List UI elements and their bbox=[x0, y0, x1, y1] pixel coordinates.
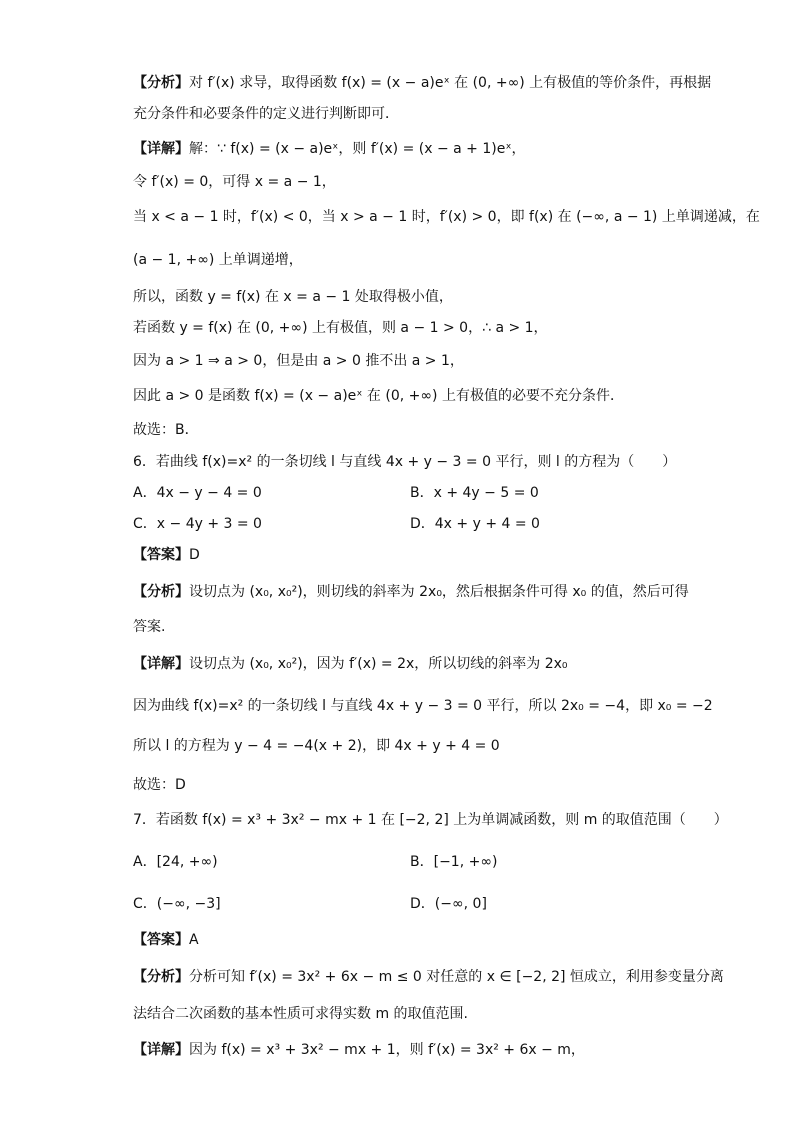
analysis-text: 设切点为 (x₀, x₀²)，则切线的斜率为 2x₀，然后根据条件可得 x₀ 的值，然后可得 bbox=[189, 584, 689, 600]
q7-detail-line1 bbox=[133, 1040, 673, 1060]
q7-option-c: C．(−∞, −3] bbox=[133, 896, 221, 912]
q6-option-b: B．x + 4y − 5 = 0 bbox=[410, 485, 539, 501]
q5-detail-line1 bbox=[133, 139, 673, 159]
q7-option-a: A．[24, +∞) bbox=[133, 854, 218, 870]
analysis-tag: 【分析】 bbox=[133, 584, 189, 600]
detail-tag: 【详解】 bbox=[133, 656, 189, 672]
q7-answer bbox=[133, 930, 673, 950]
q6-detail-line3: 所以 l 的方程为 y − 4 = −4(x + 2)，即 4x + y + 4 = 0 bbox=[133, 738, 500, 754]
q5-analysis-line1 bbox=[133, 73, 712, 93]
q6-detail-line1 bbox=[133, 654, 673, 674]
answer-value: D bbox=[189, 547, 200, 563]
q7-stem: 7．若函数 f(x) = x³ + 3x² − mx + 1 在 [−2, 2] 上为单调减函数，则 m 的取值范围（ ） bbox=[133, 812, 728, 828]
answer-tag: 【答案】 bbox=[133, 932, 189, 948]
q7-option-b: B．[−1, +∞) bbox=[410, 854, 498, 870]
answer-tag: 【答案】 bbox=[133, 547, 189, 563]
q7-option-d: D．(−∞, 0] bbox=[410, 896, 487, 912]
analysis-text: 对 f′(x) 求导，取得函数 f(x) = (x − a)eˣ 在 (0, +∞) 上有极值的等价条件，再根据 bbox=[189, 75, 712, 91]
analysis-text: 分析可知 f′(x) = 3x² + 6x − m ≤ 0 对任意的 x ∈ [−2, 2] 恒成立，利用参变量分离 bbox=[189, 969, 724, 985]
q6-analysis-line2: 答案. bbox=[133, 619, 166, 635]
detail-text: 因为 f(x) = x³ + 3x² − mx + 1，则 f′(x) = 3x² + 6x − m， bbox=[189, 1042, 585, 1058]
detail-tag: 【详解】 bbox=[133, 1042, 189, 1058]
q5-detail-line6: 若函数 y = f(x) 在 (0, +∞) 上有极值，则 a − 1 > 0，∴ a > 1， bbox=[133, 320, 548, 336]
analysis-tag: 【分析】 bbox=[133, 969, 189, 985]
q6-stem: 6．若曲线 f(x)=x² 的一条切线 l 与直线 4x + y − 3 = 0 平行，则 l 的方程为（ ） bbox=[133, 454, 677, 470]
q6-option-a: A．4x − y − 4 = 0 bbox=[133, 485, 262, 501]
q5-detail-line8: 因此 a > 0 是函数 f(x) = (x − a)eˣ 在 (0, +∞) 上有极值的必要不充分条件． bbox=[133, 388, 624, 404]
q6-detail-line2: 因为曲线 f(x)=x² 的一条切线 l 与直线 4x + y − 3 = 0 平行，所以 2x₀ = −4，即 x₀ = −2 bbox=[133, 698, 713, 714]
q6-choice: 故选：D bbox=[133, 777, 186, 793]
q7-analysis-line1 bbox=[133, 967, 724, 987]
q6-option-c: C．x − 4y + 3 = 0 bbox=[133, 516, 262, 532]
q5-choice: 故选：B． bbox=[133, 422, 199, 438]
q5-detail-line4: (a − 1, +∞) 上单调递增， bbox=[133, 252, 303, 268]
q6-answer bbox=[133, 545, 673, 565]
detail-text: 解：∵ f(x) = (x − a)eˣ，则 f′(x) = (x − a + 1)eˣ， bbox=[189, 141, 526, 157]
q6-analysis-line1 bbox=[133, 582, 689, 602]
q5-detail-line2: 令 f′(x) = 0，可得 x = a − 1， bbox=[133, 174, 336, 190]
detail-tag: 【详解】 bbox=[133, 141, 189, 157]
q7-analysis-line2: 法结合二次函数的基本性质可求得实数 m 的取值范围. bbox=[133, 1006, 468, 1022]
detail-text: 设切点为 (x₀, x₀²)，因为 f′(x) = 2x，所以切线的斜率为 2x₀ bbox=[189, 656, 568, 672]
q5-detail-line3: 当 x < a − 1 时，f′(x) < 0，当 x > a − 1 时，f′(x) > 0，即 f(x) 在 (−∞, a − 1) 上单调递减，在 bbox=[133, 209, 760, 225]
analysis-tag: 【分析】 bbox=[133, 75, 189, 91]
q5-analysis-line2: 充分条件和必要条件的定义进行判断即可． bbox=[133, 106, 399, 122]
q5-detail-line5: 所以，函数 y = f(x) 在 x = a − 1 处取得极小值， bbox=[133, 289, 453, 305]
answer-value: A bbox=[189, 932, 199, 948]
q6-option-d: D．4x + y + 4 = 0 bbox=[410, 516, 540, 532]
q5-detail-line7: 因为 a > 1 ⇒ a > 0，但是由 a > 0 推不出 a > 1， bbox=[133, 353, 464, 369]
